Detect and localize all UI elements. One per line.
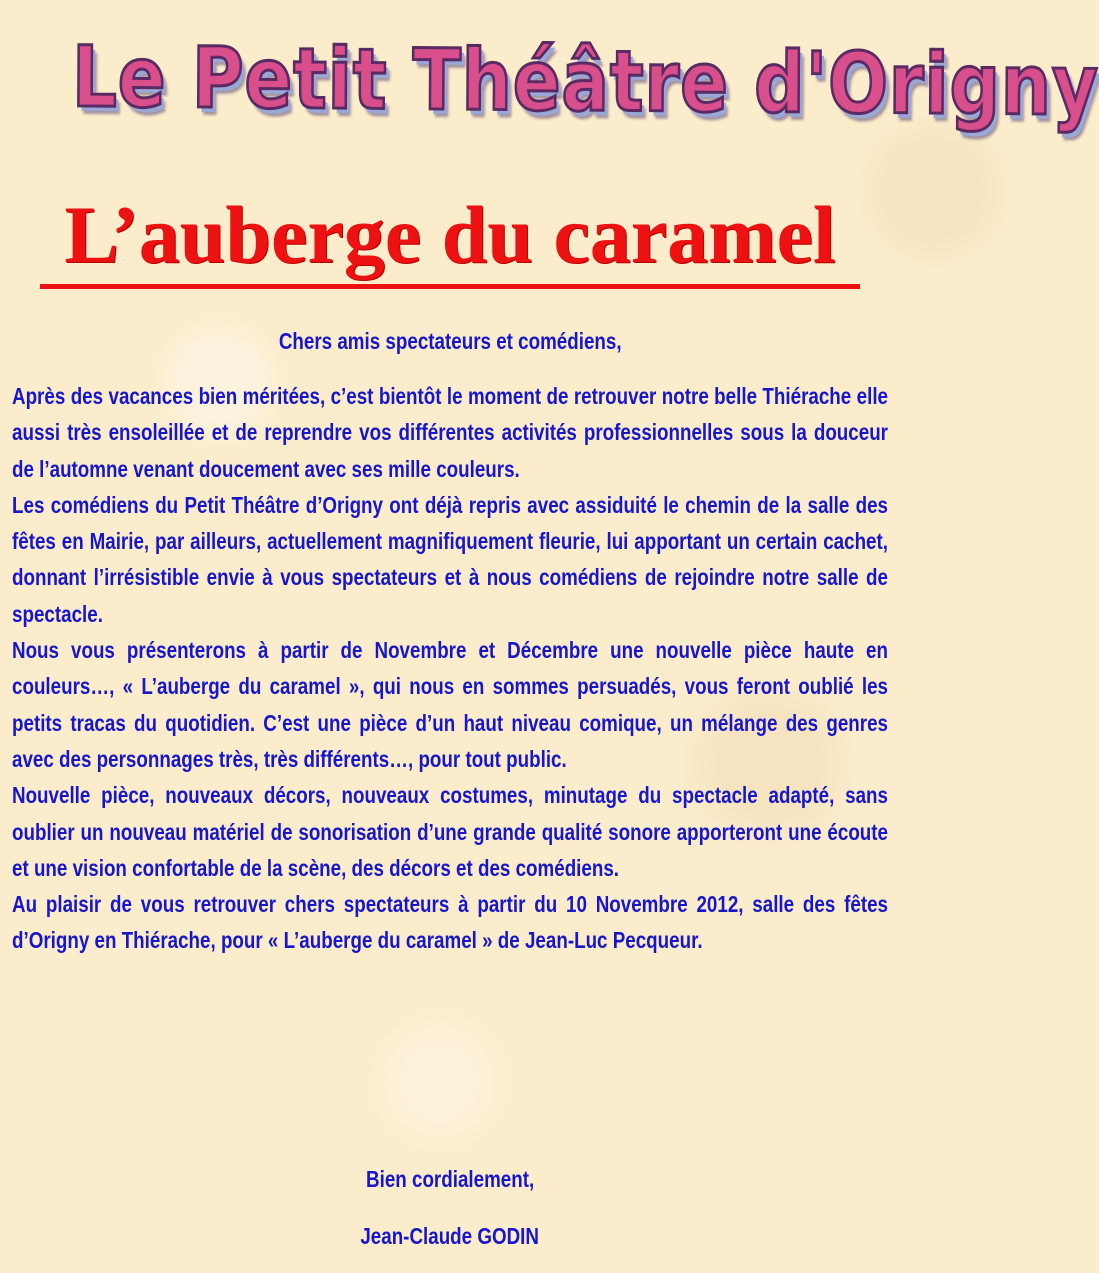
closing-text: Bien cordialement, [365,1166,535,1192]
signature-text: Jean-Claude GODIN [360,1223,540,1249]
letter-paragraph: Nous vous présenterons à partir de Novembre et Décembre une nouvelle pièce haute en couleurs…, « L’auberge du caramel », qui nous en sommes persuadés, vous feront oublié les petits tracas du quotidien. C’est une pièce d’un haut niveau comique, un mélange des genres avec des personnages très, très différents…, pour tout public. [12,637,888,772]
closing-line [0,1161,900,1197]
troupe-name-heading: Le Petit Théâtre d'Origny [71,27,1099,135]
letter-paragraph: Les comédiens du Petit Théâtre d’Origny ont déjà repris avec assiduité le chemin de la salle des fêtes en Mairie, par ailleurs, actuellement magnifiquement fleurie, lui apportant un certain cachet, donnant l’irrésistible envie à vous spectateurs et à nous comédiens de rejoindre notre salle de spectacle. [12,491,888,627]
signature-line [0,1218,900,1254]
play-title-heading: L’auberge du caramel [64,189,836,280]
letter-body [12,378,888,1148]
letter-paragraph: Nouvelle pièce, nouveaux décors, nouveaux costumes, minutage du spectacle adapté, sans oublier un nouveau matériel de sonorisation d’une grande qualité sonore apporteront une écoute et une vision confortable de la scène, des décors et des comédiens. [12,782,888,881]
salutation-text: Chers amis spectateurs et comédiens, [278,328,622,354]
letter-paragraph: Au plaisir de vous retrouver chers spectateurs à partir du 10 Novembre 2012, salle des fêtes d’Origny en Thiérache, pour « L’auberge du caramel » de Jean-Luc Pecqueur. [12,891,888,954]
letter-paragraph: Après des vacances bien méritées, c’est bientôt le moment de retrouver notre belle Thiérache elle aussi très ensoleillée et de reprendre vos différentes activités professionnelles sous la douceur de l’automne venant doucement avec ses mille couleurs. [12,383,888,482]
salutation-line [0,323,900,359]
play-title-underline [40,284,860,289]
